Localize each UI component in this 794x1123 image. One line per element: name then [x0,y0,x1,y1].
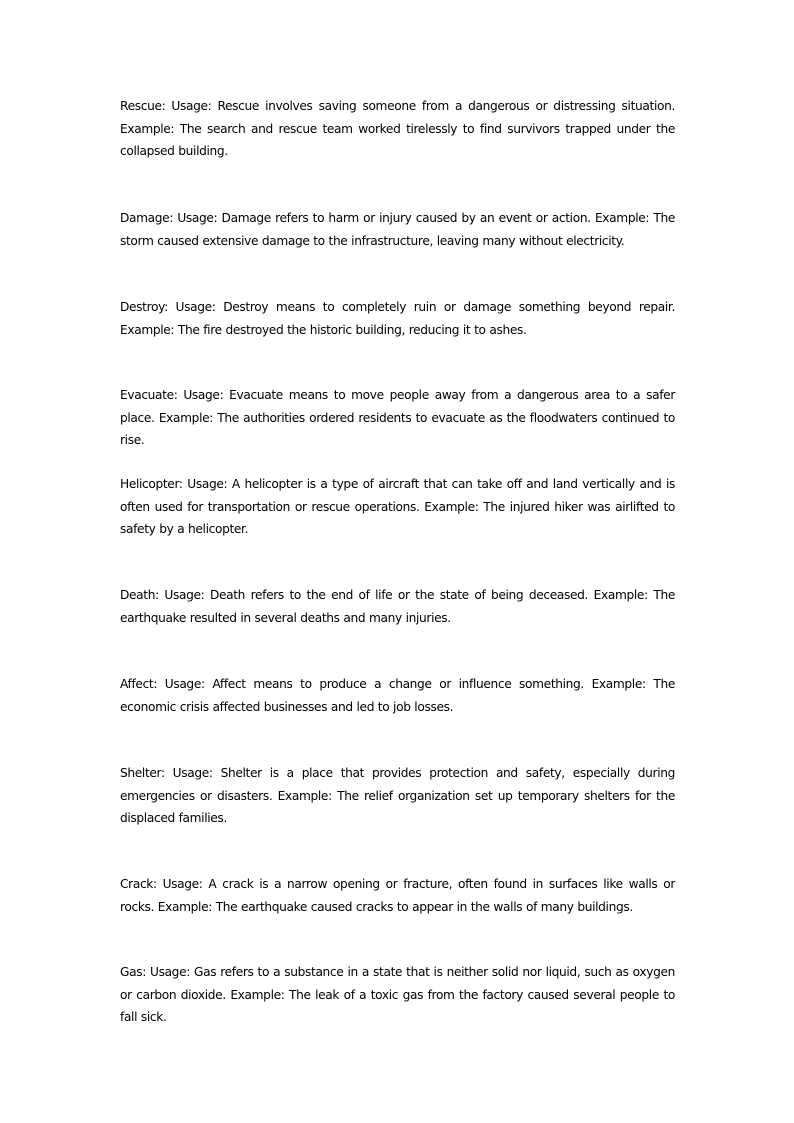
entry-crack: Crack: Usage: A crack is a narrow opening or fracture, often found in surfaces like walls or rocks. Example: The earthquake caused cracks to appear in the walls of many buildings. [120,877,675,914]
entry-evacuate: Evacuate: Usage: Evacuate means to move people away from a dangerous area to a safer place. Example: The authorities ordered residents to evacuate as the floodwaters continued to rise. [120,388,675,447]
entry-shelter: Shelter: Usage: Shelter is a place that provides protection and safety, especially during emergencies or disasters. Example: The relief organization set up temporary shelters for the displaced families. [120,766,675,825]
entry-rescue: Rescue: Usage: Rescue involves saving someone from a dangerous or distressing situation. Example: The search and rescue team worked tirelessly to find survivors trapped under the collapsed building. [120,99,675,158]
entry-damage: Damage: Usage: Damage refers to harm or injury caused by an event or action. Example: The storm caused extensive damage to the infrastructure, leaving many without electricity. [120,211,675,248]
entry-death: Death: Usage: Death refers to the end of life or the state of being deceased. Example: The earthquake resulted in several deaths and many injuries. [120,588,675,625]
entry-destroy: Destroy: Usage: Destroy means to completely ruin or damage something beyond repair. Example: The fire destroyed the historic building, reducing it to ashes. [120,300,675,337]
entry-helicopter: Helicopter: Usage: A helicopter is a type of aircraft that can take off and land vertically and is often used for transportation or rescue operations. Example: The injured hiker was airlifted to safety by a helicopter. [120,477,675,536]
entry-affect: Affect: Usage: Affect means to produce a change or influence something. Example: The economic crisis affected businesses and led to job losses. [120,677,675,714]
entry-gas: Gas: Usage: Gas refers to a substance in a state that is neither solid nor liquid, such as oxygen or carbon dioxide. Example: The leak of a toxic gas from the factory caused several people to fall sick. [120,965,675,1024]
